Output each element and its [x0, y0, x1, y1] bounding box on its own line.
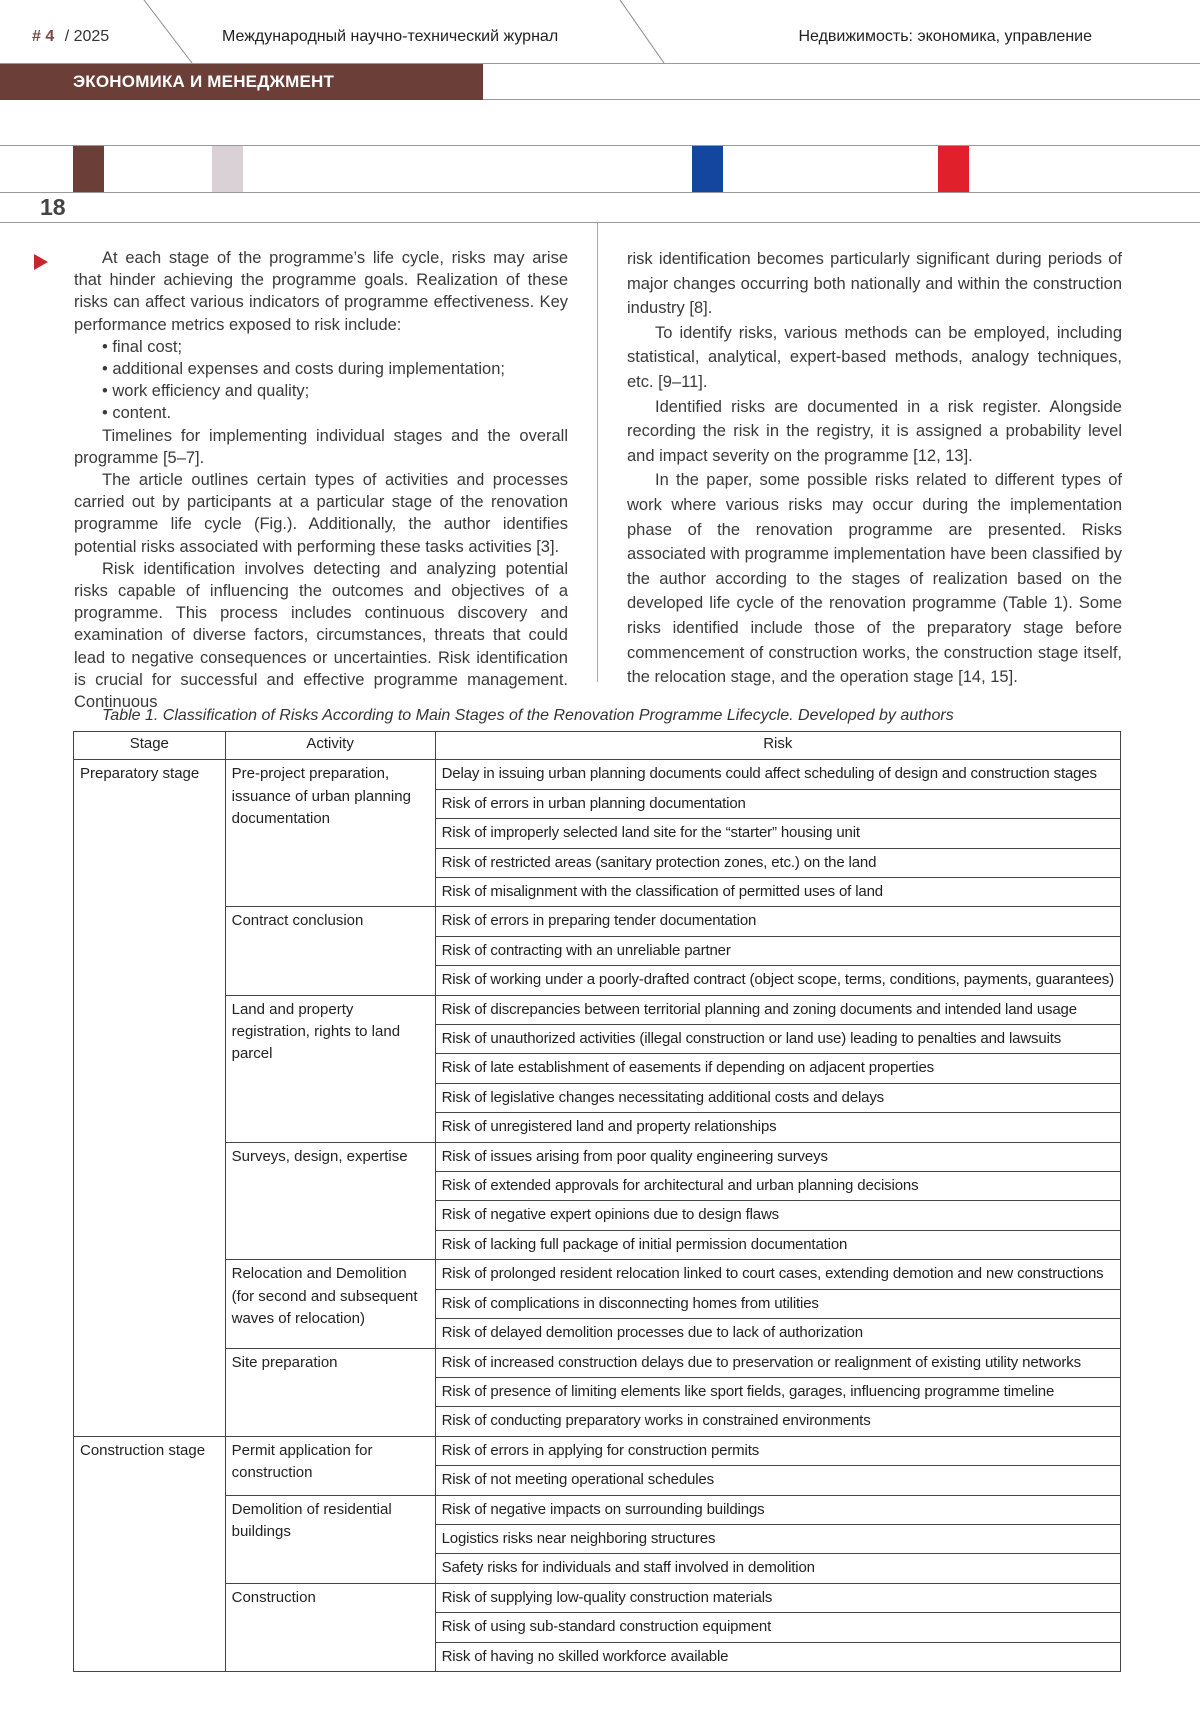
issue-year: / 2025: [64, 28, 110, 45]
risk-cell: Risk of negative impacts on surrounding buildings: [435, 1495, 1120, 1524]
risk-cell: Risk of extended approvals for architectural and urban planning decisions: [435, 1172, 1120, 1201]
header-risk: Risk: [435, 732, 1120, 760]
risk-cell: Risk of complications in disconnecting homes from utilities: [435, 1289, 1120, 1318]
risk-cell: Risk of prolonged resident relocation linked to court cases, extending demotion and new constructions: [435, 1260, 1120, 1289]
swatch-bottom-rule: [0, 192, 1200, 193]
risk-cell: Risk of using sub-standard construction equipment: [435, 1613, 1120, 1642]
list-item: • work efficiency and quality;: [74, 380, 568, 402]
risk-cell: Risk of errors in preparing tender documentation: [435, 907, 1120, 936]
risk-cell: Risk of unauthorized activities (illegal construction or land use) leading to penalties and lawsuits: [435, 1025, 1120, 1054]
page-number: 18: [40, 194, 66, 220]
left-column: [74, 247, 568, 713]
table-row: [74, 1260, 1121, 1289]
right-column: [627, 247, 1122, 690]
risk-metrics-list: [74, 336, 568, 425]
right-paragraph-4: In the paper, some possible risks related to different types of work where various risks may occur during the implementation phase of the renovation programme are presented. Risks associated with programme implementation have been classified by the author according to the stages of realization based on the developed life cycle of the renovation programme (Table 1). Some risks identified include those of the preparatory stage before commencement of construction works, the construction stage itself, the relocation stage, and the operation stage [14, 15].: [627, 471, 1122, 687]
risk-cell: Risk of restricted areas (sanitary protection zones, etc.) on the land: [435, 848, 1120, 877]
table-row: [74, 1142, 1121, 1171]
table-caption: Table 1. Classification of Risks According to Main Stages of the Renovation Programme Lifecycle. Developed by authors: [102, 707, 954, 724]
color-swatch-brown: [73, 146, 104, 192]
risk-cell: Risk of discrepancies between territorial planning and zoning documents and intended land usage: [435, 995, 1120, 1024]
risk-cell: Risk of unregistered land and property relationships: [435, 1113, 1120, 1142]
risk-cell: Risk of errors in urban planning documentation: [435, 789, 1120, 818]
header-activity: Activity: [225, 732, 435, 760]
table-row: [74, 1436, 1121, 1465]
table-row: [74, 1348, 1121, 1377]
risk-cell: Risk of working under a poorly-drafted contract (object scope, terms, conditions, payments, guarantees): [435, 966, 1120, 995]
risk-table-body: [74, 760, 1121, 1672]
header-stage: Stage: [74, 732, 226, 760]
risk-cell: Safety risks for individuals and staff involved in demolition: [435, 1554, 1120, 1583]
journal-topic: Недвижимость: экономика, управление: [798, 28, 1092, 45]
list-item: • content.: [74, 402, 568, 424]
journal-name: Международный научно-технический журнал: [222, 28, 559, 45]
left-paragraph-3: The article outlines certain types of activities and processes carried out by participants at a particular stage of the renovation programme life cycle (Fig.). Additionally, the author identifies potential risks associated with performing these tasks activities [3].: [74, 471, 568, 556]
page-number-rule: [0, 222, 1200, 223]
risk-cell: Risk of presence of limiting elements like sport fields, garages, influencing programme timeline: [435, 1377, 1120, 1406]
section-title: ЭКОНОМИКА И МЕНЕДЖМЕНТ НЕДВИЖИМОСТИ: [0, 64, 483, 100]
risk-cell: Risk of contracting with an unreliable partner: [435, 936, 1120, 965]
risk-cell: Risk of lacking full package of initial permission documentation: [435, 1230, 1120, 1259]
stage-cell: Construction stage: [74, 1436, 226, 1671]
activity-cell: Pre-project preparation, issuance of urban planning documentation: [225, 760, 435, 907]
activity-cell: Permit application for construction: [225, 1436, 435, 1495]
activity-cell: Site preparation: [225, 1348, 435, 1436]
section-marker-icon: [34, 254, 48, 270]
color-swatch-blue: [692, 146, 723, 192]
risk-cell: Risk of legislative changes necessitating additional costs and delays: [435, 1083, 1120, 1112]
list-item: • additional expenses and costs during implementation;: [74, 358, 568, 380]
table-row: [74, 1495, 1121, 1524]
risk-cell: Risk of supplying low-quality construction materials: [435, 1583, 1120, 1612]
right-paragraph-1: risk identification becomes particularly significant during periods of major changes occurring both nationally and within the construction industry [8].: [627, 250, 1122, 318]
risk-cell: Risk of having no skilled workforce available: [435, 1642, 1120, 1671]
risk-cell: Risk of not meeting operational schedules: [435, 1466, 1120, 1495]
column-divider: [597, 222, 598, 682]
risk-cell: Delay in issuing urban planning documents could affect scheduling of design and construction stages: [435, 760, 1120, 789]
section-rule: [483, 99, 1200, 100]
risk-cell: Risk of misalignment with the classification of permitted uses of land: [435, 878, 1120, 907]
risk-cell: Risk of issues arising from poor quality engineering surveys: [435, 1142, 1120, 1171]
left-paragraph-4: Risk identification involves detecting and analyzing potential risks capable of influencing the outcomes and objectives of a programme. This process includes continuous discovery and examination of diverse factors, circumstances, threats that could lead to negative consequences or uncertainties. Risk identification is crucial for successful and effective programme management. Continuous: [74, 559, 568, 712]
risk-table: [73, 731, 1121, 1672]
activity-cell: Relocation and Demolition (for second and subsequent waves of relocation): [225, 1260, 435, 1348]
stage-cell: Preparatory stage: [74, 760, 226, 1436]
table-header-row: [74, 732, 1121, 760]
issue-number: # 4: [32, 28, 55, 45]
risk-cell: Risk of conducting preparatory works in constrained environments: [435, 1407, 1120, 1436]
activity-cell: Surveys, design, expertise: [225, 1142, 435, 1260]
activity-cell: Demolition of residential buildings: [225, 1495, 435, 1583]
risk-cell: Logistics risks near neighboring structures: [435, 1524, 1120, 1553]
risk-cell: Risk of errors in applying for construction permits: [435, 1436, 1120, 1465]
table-row: [74, 907, 1121, 936]
activity-cell: Contract conclusion: [225, 907, 435, 995]
risk-cell: Risk of late establishment of easements if depending on adjacent properties: [435, 1054, 1120, 1083]
activity-cell: Land and property registration, rights to land parcel: [225, 995, 435, 1142]
risk-cell: Risk of improperly selected land site for the “starter” housing unit: [435, 819, 1120, 848]
activity-cell: Construction: [225, 1583, 435, 1671]
risk-cell: Risk of increased construction delays due to preservation or realignment of existing utility networks: [435, 1348, 1120, 1377]
swatch-top-rule: [0, 145, 1200, 146]
table-row: [74, 1583, 1121, 1612]
risk-cell: Risk of delayed demolition processes due to lack of authorization: [435, 1319, 1120, 1348]
right-paragraph-2: To identify risks, various methods can be employed, including statistical, analytical, expert-based methods, analogy techniques, etc. [9–11].: [627, 323, 1122, 391]
color-swatch-red: [938, 146, 969, 192]
table-row: [74, 760, 1121, 789]
left-paragraph-1: At each stage of the programme’s life cycle, risks may arise that hinder achieving the programme goals. Realization of these risks can affect various indicators of programme effectiveness. Key performance metrics exposed to risk include:: [74, 249, 568, 334]
list-item: • final cost;: [74, 336, 568, 358]
left-paragraph-2: Timelines for implementing individual stages and the overall programme [5–7].: [74, 426, 568, 467]
table-row: [74, 995, 1121, 1024]
color-swatch-light: [212, 146, 243, 192]
right-paragraph-3: Identified risks are documented in a risk register. Alongside recording the risk in the registry, it is assigned a probability level and impact severity on the programme [12, 13].: [627, 397, 1122, 465]
risk-cell: Risk of negative expert opinions due to design flaws: [435, 1201, 1120, 1230]
